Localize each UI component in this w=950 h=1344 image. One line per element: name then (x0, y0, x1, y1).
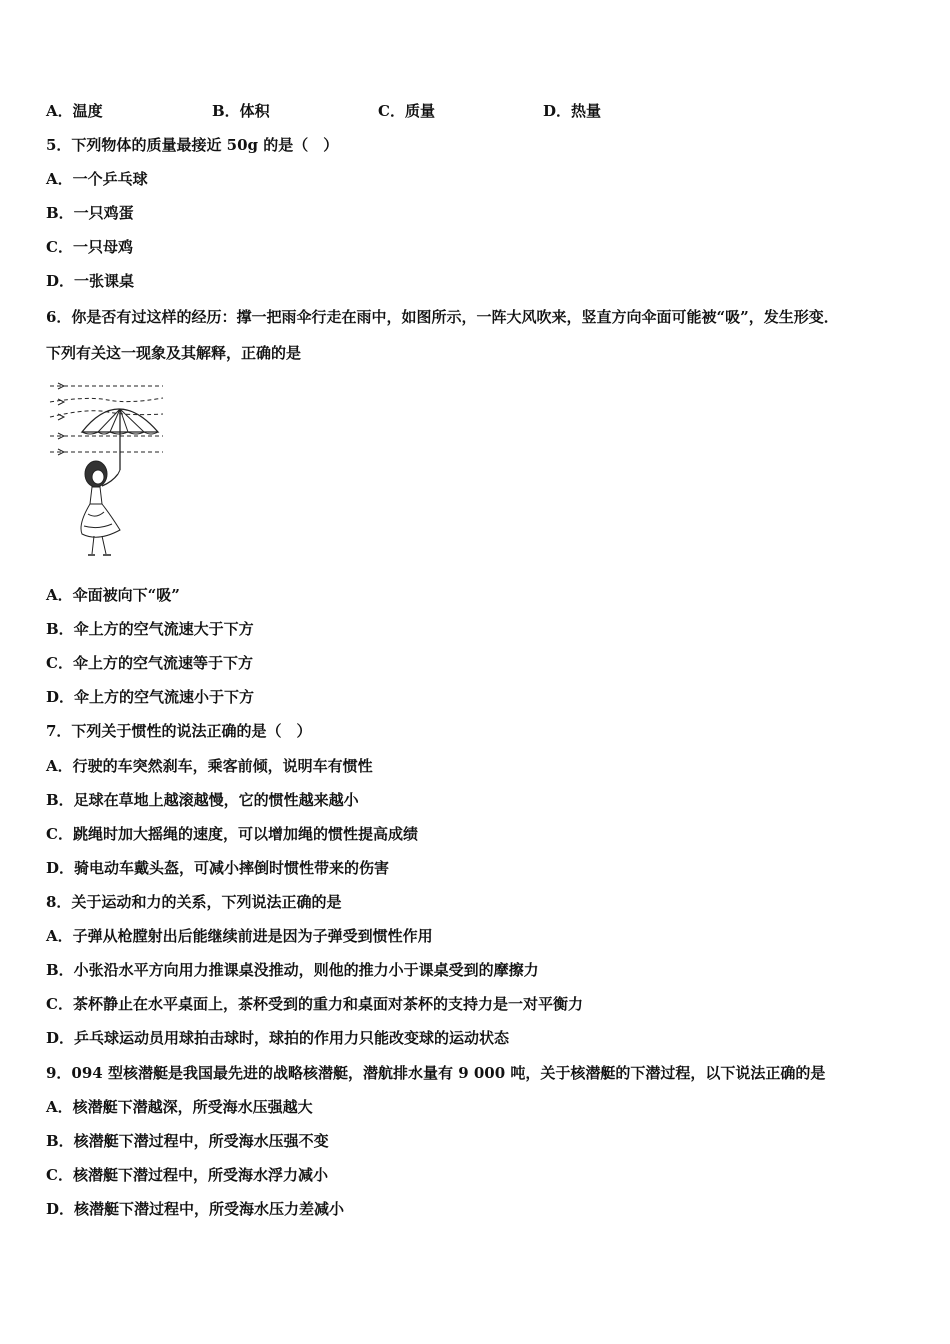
q6-option-a: A．伞面被向下“吸” (46, 586, 180, 604)
q7-stem: 7．下列关于惯性的说法正确的是（ ） (46, 722, 312, 740)
q8-option-d: D．乒乓球运动员用球拍击球时，球拍的作用力只能改变球的运动状态 (46, 1029, 510, 1047)
q6-option-b: B．伞上方的空气流速大于下方 (46, 620, 254, 638)
q8-option-c: C．茶杯静止在水平桌面上，茶杯受到的重力和桌面对茶杯的支持力是一对平衡力 (46, 995, 583, 1013)
q7-option-b: B．足球在草地上越滚越慢，它的惯性越来越小 (46, 791, 359, 809)
q4-option-c: C．质量 (378, 102, 435, 120)
q9-option-b: B．核潜艇下潜过程中，所受海水压强不变 (46, 1132, 329, 1150)
q9-option-d: D．核潜艇下潜过程中，所受海水压力差减小 (46, 1200, 345, 1218)
q4-option-a: A．温度 (46, 102, 103, 120)
q9-option-c: C．核潜艇下潜过程中，所受海水浮力减小 (46, 1166, 328, 1184)
q5-option-c: C．一只母鸡 (46, 238, 133, 256)
q8-option-b: B．小张沿水平方向用力推课桌没推动，则他的推力小于课桌受到的摩擦力 (46, 961, 539, 979)
q9-stem: 9．094 型核潜艇是我国最先进的战略核潜艇，潜航排水量有 9 000 吨，关于核潜艇的下潜过程，以下说法正确的是 (46, 1064, 826, 1082)
q7-option-a: A．行驶的车突然刹车，乘客前倾，说明车有惯性 (46, 757, 373, 775)
q6-stem-line1: 6．你是否有过这样的经历：撑一把雨伞行走在雨中，如图所示，一阵大风吹来，竖直方向伞面可能被“吸”，发生形变． (46, 308, 839, 326)
q4-option-b: B．体积 (212, 102, 270, 120)
q8-stem: 8．关于运动和力的关系，下列说法正确的是 (46, 893, 342, 911)
q6-stem-line2: 下列有关这一现象及其解释，正确的是 (46, 344, 302, 362)
q6-option-c: C．伞上方的空气流速等于下方 (46, 654, 253, 672)
q8-option-a: A．子弹从枪膛射出后能继续前进是因为子弹受到惯性作用 (46, 927, 433, 945)
q9-option-a: A．核潜艇下潜越深，所受海水压强越大 (46, 1098, 313, 1116)
q5-stem: 5．下列物体的质量最接近 50g 的是（ ） (46, 136, 339, 154)
q5-option-a: A．一个乒乓球 (46, 170, 148, 188)
umbrella-wind-figure (48, 374, 178, 564)
q5-option-b: B．一只鸡蛋 (46, 204, 134, 222)
q5-option-d: D．一张课桌 (46, 272, 135, 290)
q7-option-d: D．骑电动车戴头盔，可减小摔倒时惯性带来的伤害 (46, 859, 390, 877)
q4-option-d: D．热量 (543, 102, 602, 120)
q6-option-d: D．伞上方的空气流速小于下方 (46, 688, 255, 706)
q7-option-c: C．跳绳时加大摇绳的速度，可以增加绳的惯性提高成绩 (46, 825, 418, 843)
